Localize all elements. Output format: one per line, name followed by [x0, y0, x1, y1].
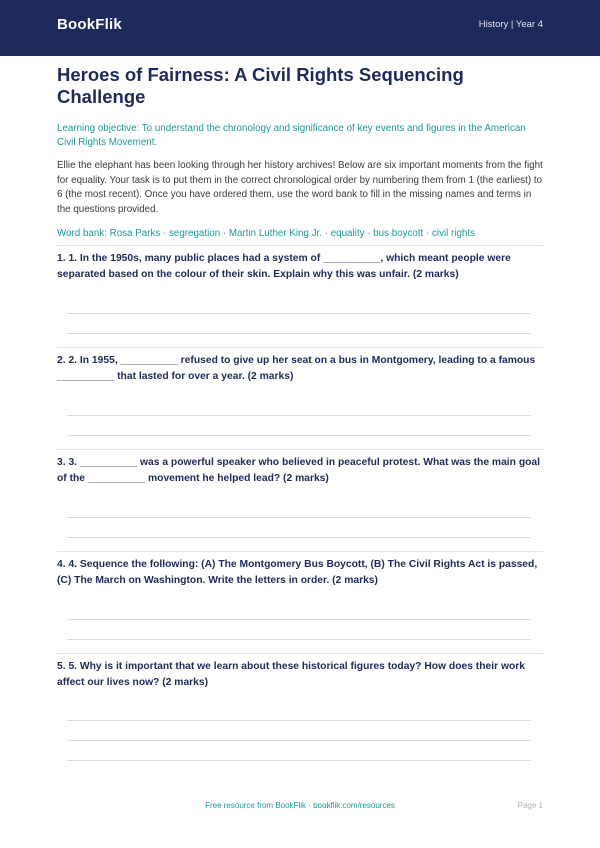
question-text: 4. 4. Sequence the following: (A) The Montgomery Bus Boycott, (B) The Civil Rights Act is passed, (C) The March on Washington. Write the letters in order. (2 marks)	[57, 559, 538, 586]
page-footer	[0, 801, 600, 815]
worksheet-title: Heroes of Fairness: A Civil Rights Sequencing Challenge	[57, 64, 464, 107]
question-3	[57, 449, 543, 486]
answer-line[interactable]	[67, 517, 531, 518]
answer-line[interactable]	[67, 537, 531, 538]
answer-line[interactable]	[67, 740, 531, 741]
worksheet-intro	[57, 64, 543, 240]
brand-logo-text: BookFlik	[57, 16, 122, 33]
question-1	[57, 245, 543, 282]
answer-line[interactable]	[67, 760, 531, 761]
answer-line[interactable]	[67, 619, 531, 620]
question-text: 5. 5. Why is it important that we learn about these historical figures today? How does their work affect our lives now? (2 marks)	[57, 661, 526, 688]
question-2	[57, 347, 543, 384]
instructions-text: Ellie the elephant has been looking through her history archives! Below are six important moments from the fight for equality. Your task is to put them in the correct chronological order by numbering them from 1 (the earliest) to 6 (the most recent). Once you have ordered them, use the word bank to fill in the missing names and terms in the questions provided.	[57, 160, 543, 215]
answer-line[interactable]	[67, 639, 531, 640]
subject-year-label: History | Year 4	[478, 19, 543, 30]
question-text: 3. 3. __________ was a powerful speaker who believed in peaceful protest. What was the main goal of the __________ movement he helped lead? (2 marks)	[57, 457, 540, 484]
answer-line[interactable]	[67, 333, 531, 334]
answer-line[interactable]	[67, 415, 531, 416]
answer-line[interactable]	[67, 435, 531, 436]
answer-line[interactable]	[67, 313, 531, 314]
footer-credit[interactable]: Free resource from BookFlik · bookflik.com/resources	[205, 801, 395, 810]
word-bank: Word bank: Rosa Parks · segregation · Martin Luther King Jr. · equality · bus boycott · civil rights	[57, 228, 475, 239]
page-number: Page 1	[517, 801, 543, 810]
question-text: 1. 1. In the 1950s, many public places had a system of __________, which meant people were separated based on the colour of their skin. Explain why this was unfair. (2 marks)	[57, 253, 511, 280]
question-5	[57, 653, 543, 690]
question-text: 2. 2. In 1955, __________ refused to give up her seat on a bus in Montgomery, leading to a famous __________ that lasted for over a year. (2 marks)	[57, 355, 536, 382]
page-header	[0, 0, 600, 56]
learning-objective: Learning objective: To understand the chronology and significance of key events and figures in the American Civil Rights Movement.	[57, 123, 526, 148]
answer-line[interactable]	[67, 720, 531, 721]
question-4	[57, 551, 543, 588]
